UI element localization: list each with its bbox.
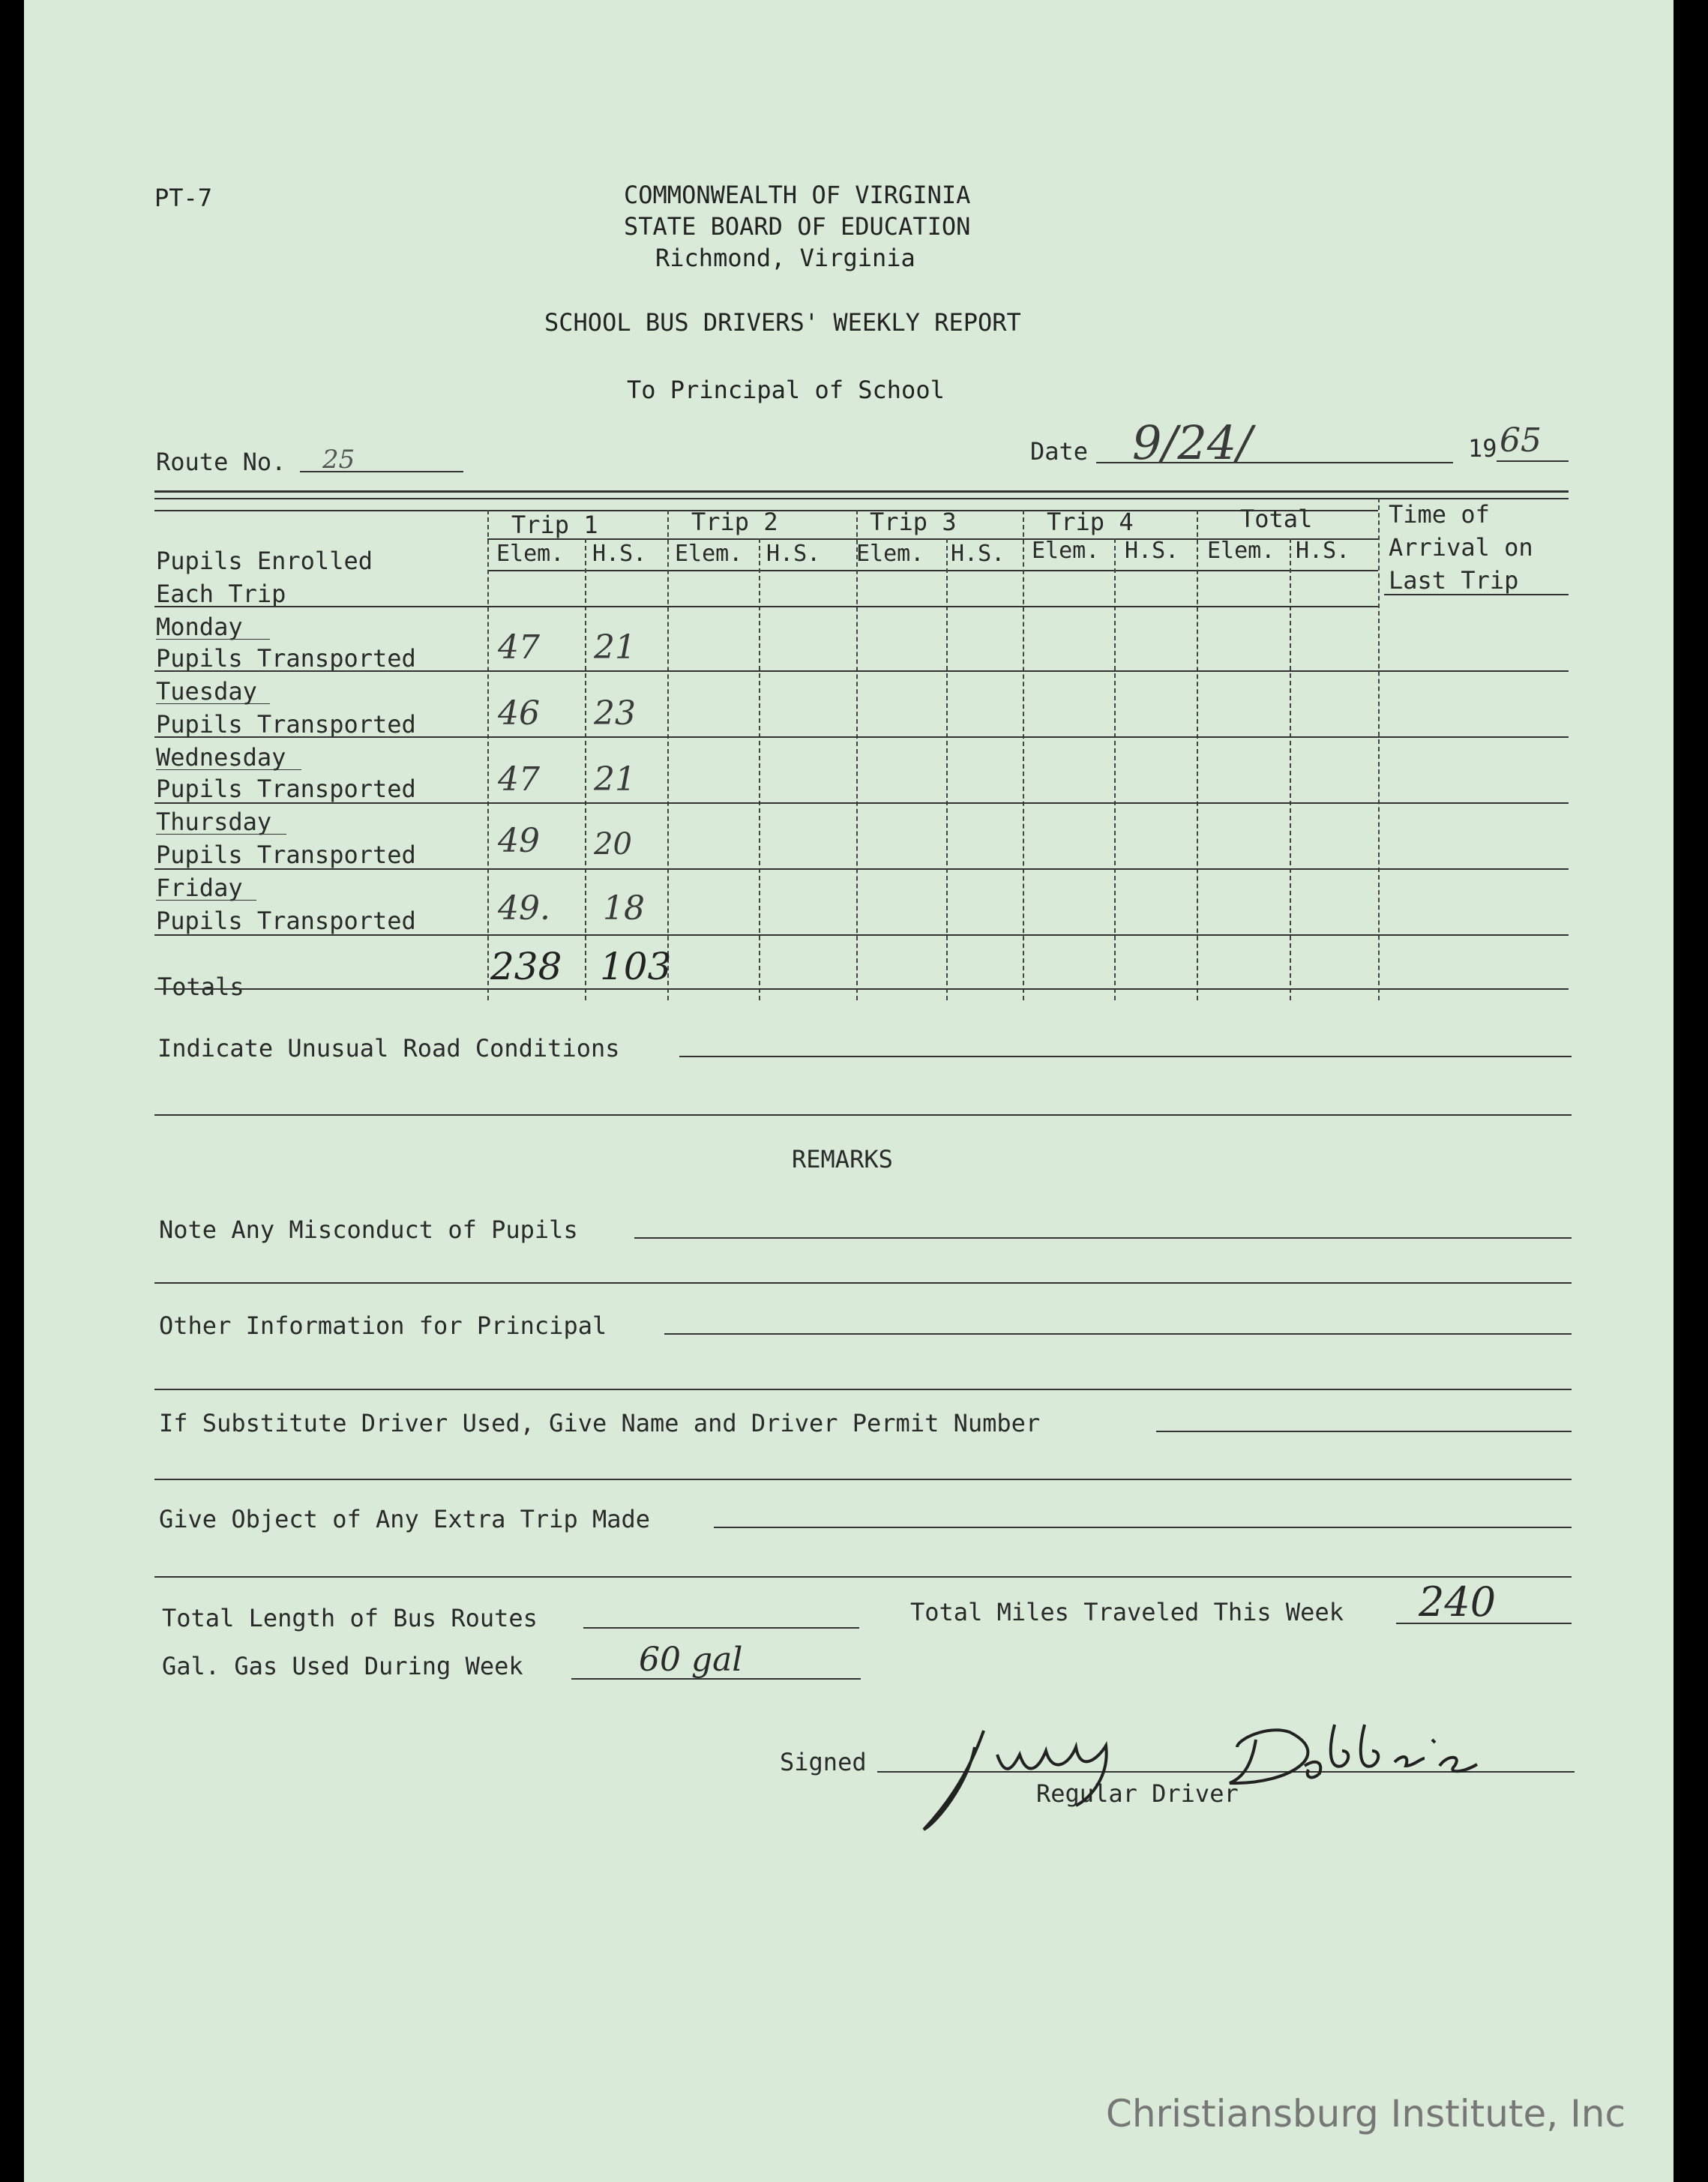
other-info-line-2 — [154, 1389, 1572, 1390]
road-conditions-label: Indicate Unusual Road Conditions — [157, 1034, 620, 1063]
misconduct-label: Note Any Misconduct of Pupils — [159, 1215, 578, 1244]
col-sep — [487, 510, 489, 1000]
signed-label: Signed — [780, 1748, 867, 1776]
day-underline — [156, 639, 270, 640]
trip-2-hs: H.S. — [766, 541, 821, 567]
total-header: Total — [1240, 505, 1313, 533]
route-value: 25 — [322, 445, 355, 475]
extra-trip-line-2 — [154, 1576, 1572, 1578]
hs-count: 21 — [594, 760, 636, 799]
trip-2-elem: Elem. — [675, 541, 743, 567]
arrival-header-2: Arrival on — [1389, 533, 1533, 562]
col-sep — [1023, 510, 1024, 1000]
total-hs-value: 103 — [600, 945, 672, 988]
year-underline — [1497, 460, 1569, 462]
day-label: Monday — [156, 613, 243, 641]
remarks-header: REMARKS — [792, 1145, 893, 1173]
row-rule — [154, 934, 1569, 936]
arrival-header-1: Time of — [1389, 500, 1490, 529]
transported-label: Pupils Transported — [156, 775, 416, 803]
year-label: 19 — [1468, 434, 1497, 463]
transported-label: Pupils Transported — [156, 841, 416, 869]
agency-line-3: Richmond, Virginia — [655, 244, 915, 272]
elem-count: 46 — [498, 694, 540, 733]
trip-4-header: Trip 4 — [1047, 508, 1134, 536]
trip-3-elem: Elem. — [856, 541, 924, 567]
col-sep — [1290, 538, 1291, 1000]
day-underline — [156, 703, 270, 704]
trip-1-elem: Elem. — [496, 541, 565, 567]
role-label: Regular Driver — [1036, 1779, 1239, 1808]
table-bottom-rule — [154, 988, 1569, 990]
extra-trip-label: Give Object of Any Extra Trip Made — [159, 1505, 651, 1533]
day-underline — [156, 900, 256, 901]
col-sep — [759, 538, 760, 1000]
agency-line-2: STATE BOARD OF EDUCATION — [624, 212, 971, 241]
misconduct-line — [634, 1237, 1572, 1239]
trip-4-hs: H.S. — [1125, 538, 1179, 564]
col-sep — [1114, 538, 1116, 1000]
agency-line-1: COMMONWEALTH OF VIRGINIA — [624, 181, 971, 209]
elem-count: 47 — [498, 760, 540, 799]
extra-trip-line — [714, 1527, 1572, 1528]
day-label: Thursday — [156, 808, 272, 836]
enrolled-label-1: Pupils Enrolled — [156, 547, 373, 575]
totals-label: Totals — [157, 973, 244, 1001]
day-underline — [156, 834, 286, 835]
miles-value: 240 — [1419, 1578, 1497, 1626]
hs-count: 20 — [594, 827, 632, 862]
row-rule — [154, 670, 1569, 672]
misconduct-line-2 — [154, 1282, 1572, 1284]
other-info-line — [664, 1333, 1572, 1335]
col-sep — [856, 510, 858, 1000]
enrolled-label-2: Each Trip — [156, 580, 286, 608]
row-rule — [154, 736, 1569, 738]
substitute-label: If Substitute Driver Used, Give Name and Driver Permit Number — [159, 1409, 1041, 1437]
day-label: Wednesday — [156, 743, 286, 772]
other-info-label: Other Information for Principal — [159, 1311, 607, 1340]
date-value: 9/24/ — [1132, 415, 1253, 470]
table-top-rule-2 — [154, 498, 1569, 499]
substitute-line-2 — [154, 1479, 1572, 1480]
transported-label: Pupils Transported — [156, 907, 416, 935]
trip-1-header: Trip 1 — [511, 511, 598, 539]
year-value: 65 — [1500, 421, 1542, 460]
form-title: SCHOOL BUS DRIVERS' WEEKLY REPORT — [544, 308, 1021, 337]
day-label: Tuesday — [156, 677, 257, 706]
enrolled-rule — [154, 606, 1378, 607]
route-length-line — [583, 1627, 859, 1629]
transported-label: Pupils Transported — [156, 710, 416, 739]
trip-3-hs: H.S. — [951, 541, 1005, 567]
col-sep — [667, 510, 669, 1000]
row-rule — [154, 802, 1569, 804]
arrival-header-3: Last Trip — [1389, 566, 1519, 595]
signature-mark — [915, 1695, 1515, 1837]
day-underline — [156, 769, 301, 770]
hs-count: 21 — [594, 628, 636, 667]
form-code: PT-7 — [154, 184, 213, 212]
addressee: To Principal of School — [627, 376, 945, 404]
miles-label: Total Miles Traveled This Week — [910, 1598, 1344, 1626]
hs-count: 23 — [594, 694, 636, 733]
col-sep — [1197, 510, 1198, 1000]
total-hs: H.S. — [1296, 538, 1350, 564]
total-elem-value: 238 — [490, 945, 562, 988]
col-sep — [946, 538, 948, 1000]
date-label: Date — [1030, 437, 1089, 466]
elem-count: 49. — [498, 889, 550, 928]
col-sep — [1378, 498, 1380, 1000]
elem-count: 47 — [498, 628, 540, 667]
table-top-rule — [154, 490, 1569, 493]
watermark: Christiansburg Institute, Inc — [1105, 2092, 1626, 2136]
trip-1-hs: H.S. — [592, 541, 647, 567]
road-conditions-line-2 — [154, 1114, 1572, 1116]
trip-4-elem: Elem. — [1032, 538, 1100, 564]
trip-2-header: Trip 2 — [691, 508, 778, 536]
gas-label: Gal. Gas Used During Week — [162, 1652, 523, 1680]
elem-hs-rule — [487, 570, 1378, 571]
hs-count: 18 — [603, 889, 645, 928]
gas-value: 60 gal — [639, 1641, 743, 1679]
trip-3-header: Trip 3 — [870, 508, 957, 536]
day-label: Friday — [156, 874, 243, 902]
route-label: Route No. — [156, 448, 286, 476]
total-elem: Elem. — [1207, 538, 1275, 564]
row-rule — [154, 868, 1569, 870]
substitute-line — [1156, 1431, 1572, 1432]
col-sep — [585, 538, 586, 1000]
route-length-label: Total Length of Bus Routes — [162, 1604, 538, 1632]
road-conditions-line — [679, 1056, 1572, 1057]
elem-count: 49 — [498, 822, 540, 860]
transported-label: Pupils Transported — [156, 644, 416, 673]
